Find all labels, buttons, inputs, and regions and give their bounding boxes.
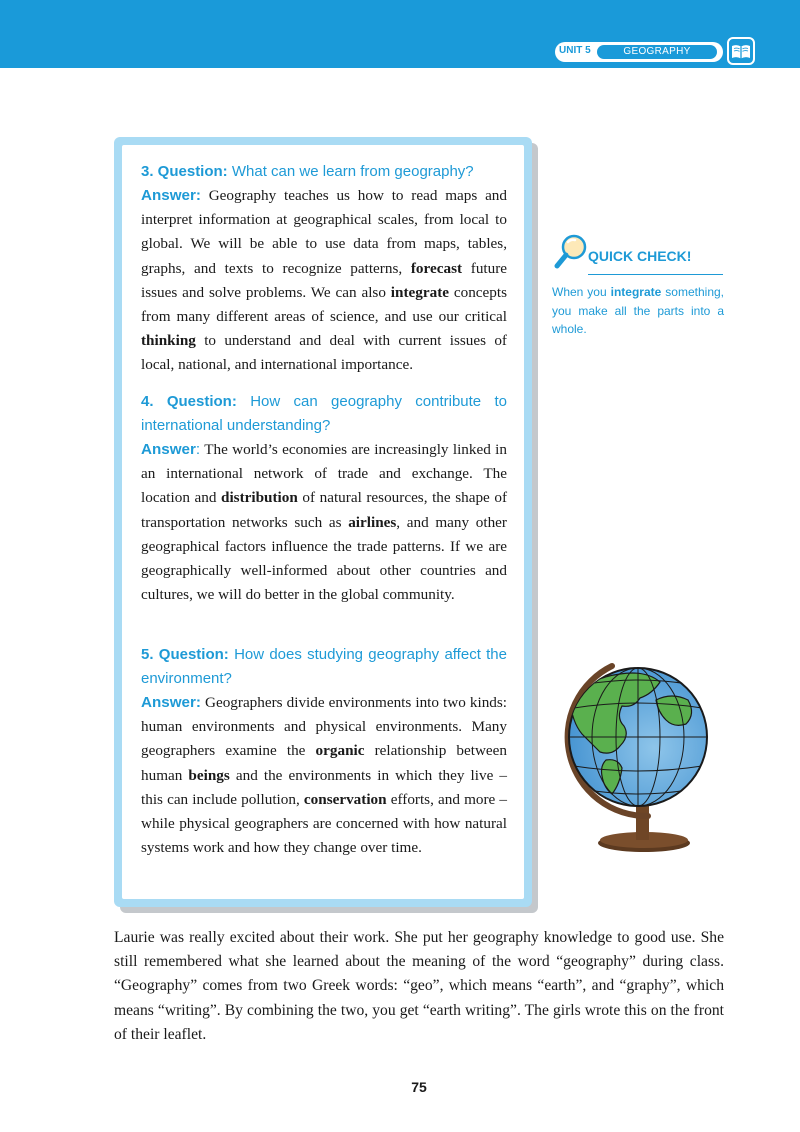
question-text: How does studying geography affect the environment?	[141, 646, 507, 687]
question-4	[141, 390, 507, 438]
keyword: beings	[188, 766, 230, 784]
book-icon	[727, 37, 755, 65]
question-label: 3. Question:	[141, 163, 228, 180]
keyword: airlines	[348, 513, 397, 531]
answer-label: Answer:	[141, 441, 201, 458]
answer-5: Answer: Geographers divide environments into two kinds: human environments and physical environments. Many geographers examine the organic relationship between human beings and the environments in which they live – this can include pollution, conservation efforts, and more – while physical geographers are concerned with how natural systems work and how they change over time.	[141, 694, 508, 857]
keyword: integrate	[610, 285, 662, 299]
answer-3: Answer: Geography teaches us how to read maps and interpret information at geographical scales, from local to global. We will be able to use data from maps, tables, graphs, and texts to recognize patterns, forecast future issues and solve problems. We can also integrate concepts from many different areas of science, and use our critical thinking to understand and deal with current issues of local, national, and international importance.	[141, 187, 508, 374]
magnifier-icon	[553, 232, 593, 274]
keyword: distribution	[221, 489, 298, 507]
keyword: integrate	[390, 283, 449, 301]
question-5	[141, 643, 507, 691]
keyword: thinking	[141, 332, 196, 350]
quick-check-title: QUICK CHECK!	[588, 248, 692, 264]
quick-check-divider	[588, 274, 723, 275]
keyword: organic	[315, 742, 365, 760]
subject-label: GEOGRAPHY	[597, 45, 717, 59]
unit-label: UNIT 5	[559, 45, 591, 56]
question-text: What can we learn from geography?	[231, 163, 474, 180]
quick-check-text: When you integrate something, you make all the parts into a whole.	[552, 285, 724, 336]
answer-label: Answer:	[141, 694, 201, 711]
story-paragraph: Laurie was really excited about their work. She put her geography knowledge to good use. She still remembered what she learned about the meaning of the word “geography” during class. “Geography” comes from two Greek words: “geo”, which means “earth”, and “graphy”, which means “writing”. By combining the two, you get “earth writing”. The girls wrote this on the front of their leaflet.	[114, 929, 724, 1043]
answer-4: Answer: The world’s economies are increasingly linked in an international network of trade and exchange. The location and distribution of natural resources, the shape of transportation networks such as airlines, and many other geographical factors influence the trade patterns. If we are geographically well-informed about other countries and cultures, we will do better in the global community.	[141, 441, 508, 604]
answer-label: Answer:	[141, 187, 201, 204]
keyword: forecast	[410, 259, 463, 277]
keyword: conservation	[303, 790, 387, 808]
globe-icon	[560, 660, 712, 854]
question-label: 4. Question:	[141, 393, 237, 410]
question-text: How can geography contribute to international understanding?	[141, 393, 507, 434]
question-3	[141, 160, 507, 184]
question-label: 5. Question:	[141, 646, 229, 663]
page-number: 75	[411, 1079, 427, 1095]
